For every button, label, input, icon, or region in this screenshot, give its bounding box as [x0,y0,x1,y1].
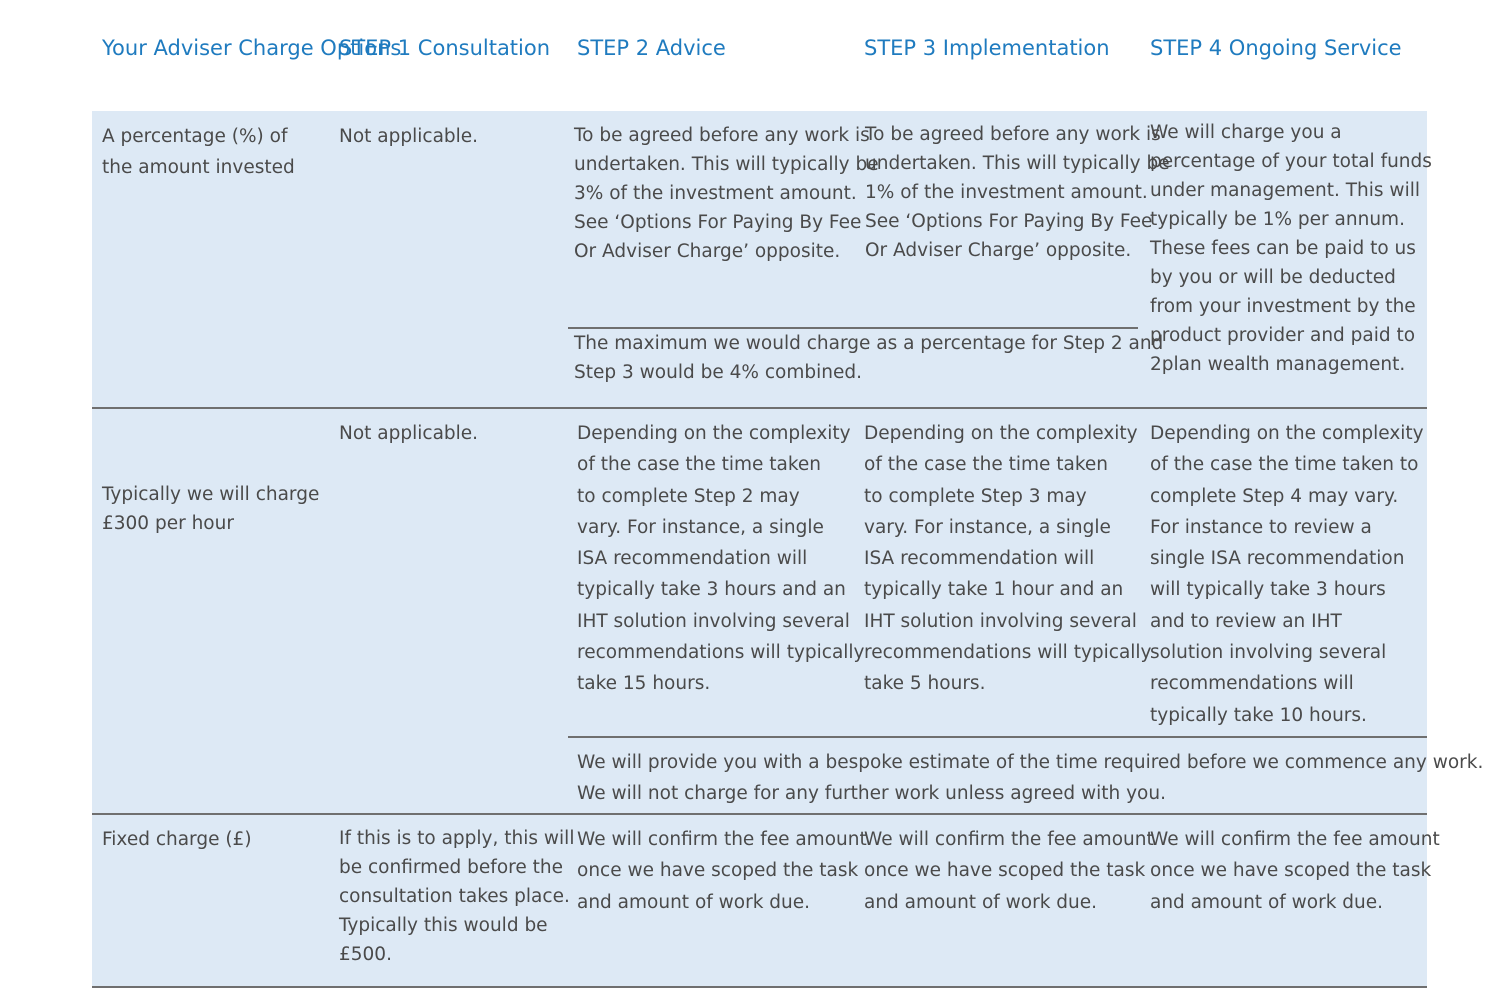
divider-estimate-note [568,736,1427,738]
header-step-2: STEP 2 Advice [577,36,726,60]
table-bottom-rule [92,986,1427,988]
cell-fixed-step-3: We will confirm the fee amount once we have scoped the task and amount of work due. [864,829,1154,913]
cell-hourly-step-2: Depending on the complexity of the case the time taken to complete Step 2 may vary. For instance, a single ISA recommendation will typically take 3 hours and an IHT solution involving several recommendations will typically take 15 hours. [577,423,865,695]
header-step-3: STEP 3 Implementation [864,36,1110,60]
header-step-1: STEP 1 Consultation [339,36,551,60]
cell-fixed-step-1: If this is to apply, this will be confirmed before the consultation takes place. Typically this would be £500. [339,828,575,965]
bespoke-estimate-note: We will provide you with a bespoke estimate of the time required before we commence any work. We will not charge for any further work unless agreed with you. [577,752,1484,805]
row-label-percentage: A percentage (%) of the amount invested [102,126,295,179]
header-step-4: STEP 4 Ongoing Service [1150,36,1402,60]
cell-hourly-step-3: Depending on the complexity of the case the time taken to complete Step 3 may vary. For instance, a single ISA recommendation will typically take 1 hour and an IHT solution involving several recommendations will typically take 5 hours. [864,423,1152,695]
cell-percentage-step-4: We will charge you a percentage of your total funds under management. This will typically be 1% per annum. These fees can be paid to us by you or will be deducted from your investment by the product provider and paid to 2plan wealth management. [1150,122,1432,375]
cell-percentage-step-2: To be agreed before any work is undertaken. This will typically be 3% of the investment amount. See ‘Options For Paying By Fee Or Adviser Charge’ opposite. [574,125,879,262]
row-label-fixed: Fixed charge (£) [102,829,252,850]
row-label-hourly: Typically we will charge £300 per hour [102,484,320,534]
cell-hourly-step-1: Not applicable. [339,423,479,444]
row-divider-1 [92,407,1427,409]
cell-percentage-step-3: To be agreed before any work is undertaken. This will typically be 1% of the investment amount. See ‘Options For Paying By Fee Or Adviser Charge’ opposite. [865,124,1170,261]
row-divider-2 [92,813,1427,815]
combined-maximum-note: The maximum we would charge as a percentage for Step 2 and Step 3 would be 4% combined. [574,333,1164,383]
cell-hourly-step-4: Depending on the complexity of the case the time taken to complete Step 4 may vary. For instance to review a single ISA recommendation will typically take 3 hours and to review an IHT solution involving several recommendations will typically take 10 hours. [1150,423,1424,726]
cell-fixed-step-2: We will confirm the fee amount once we have scoped the task and amount of work due. [577,829,867,913]
header-charge-options: Your Adviser Charge Options [102,36,402,60]
cell-percentage-step-1: Not applicable. [339,126,479,147]
cell-fixed-step-4: We will confirm the fee amount once we have scoped the task and amount of work due. [1150,829,1440,913]
